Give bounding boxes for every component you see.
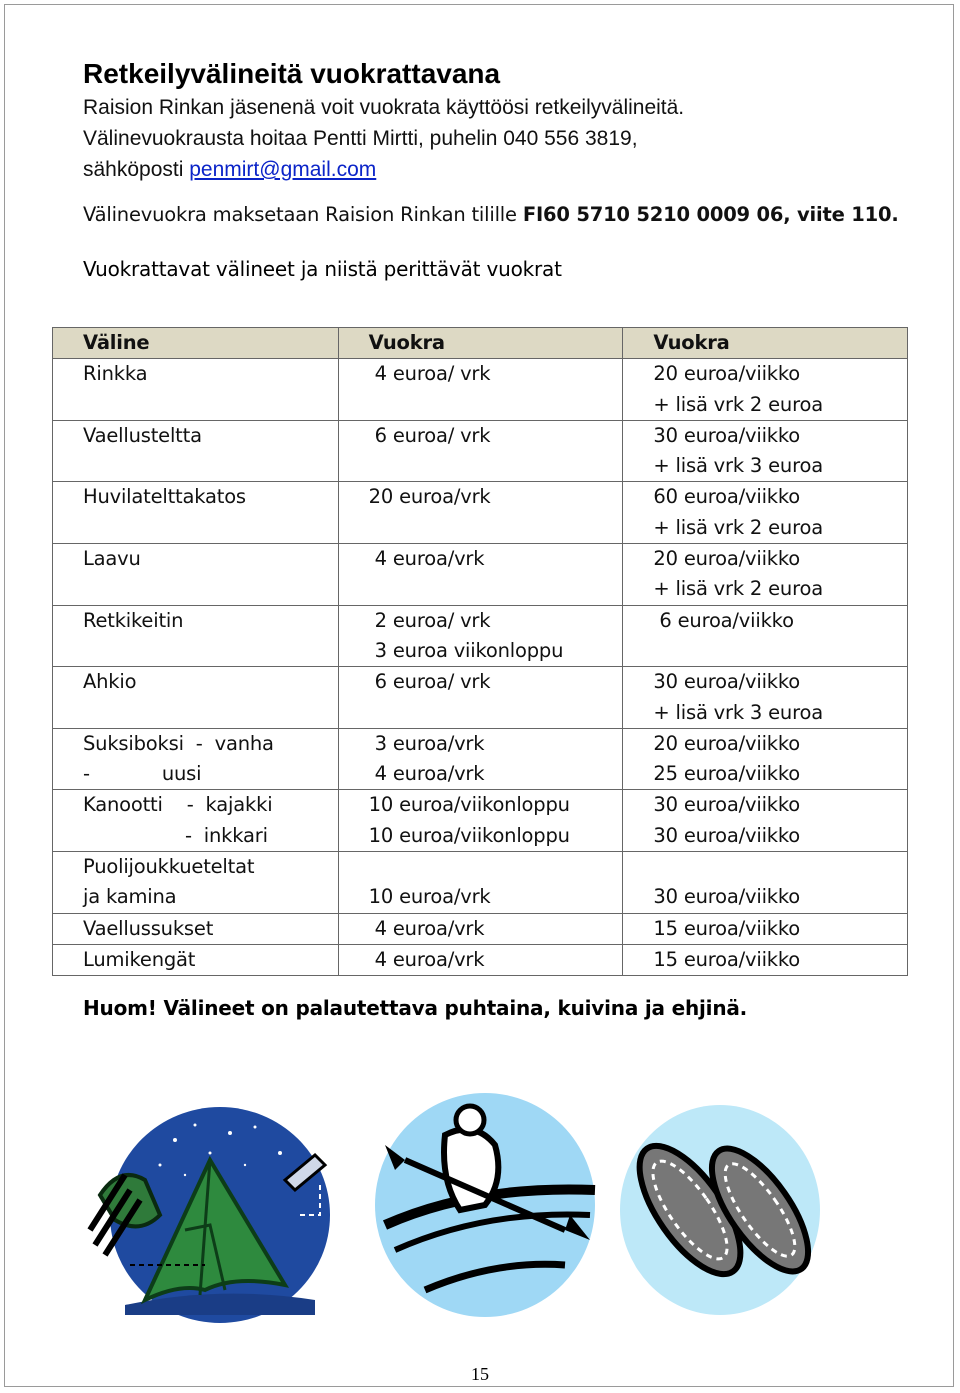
cell-line: 30 euroa/viikko: [653, 423, 801, 447]
cell-line: 2 euroa/ vrk: [374, 608, 491, 632]
cell-line: 20 euroa/vrk: [368, 485, 491, 509]
cell-rent: [338, 790, 623, 852]
cell-line: + lisä vrk 2 euroa: [653, 392, 823, 416]
return-note: Huom! Välineet on palautettava puhtaina, kuivina ja ehjinä.: [83, 996, 748, 1020]
cell-week: [623, 359, 908, 421]
cell-rent: [338, 852, 623, 914]
cell-item: [53, 913, 339, 944]
cell-line: 25 euroa/viikko: [653, 762, 801, 786]
cell-rent: [338, 728, 623, 790]
cell-line: 4 euroa/vrk: [374, 947, 485, 971]
cell-line: Kanootti - kajakki: [83, 793, 273, 817]
cell-line: Rinkka: [83, 362, 148, 386]
cell-line: 20 euroa/viikko: [653, 731, 801, 755]
cell-line: 10 euroa/vrk: [368, 885, 491, 909]
cell-line: 30 euroa/viikko: [653, 823, 801, 847]
intro-line-1: Raision Rinkan jäsenenä voit vuokrata käyttöösi retkeilyvälineitä.: [83, 96, 685, 119]
email-line: [83, 154, 913, 185]
cell-line: 6 euroa/ vrk: [374, 423, 491, 447]
table-subtitle: Vuokrattavat välineet ja niistä perittävät vuokrat: [83, 257, 562, 281]
cell-line: 6 euroa/viikko: [659, 608, 794, 632]
table-header-row: [53, 328, 908, 359]
table-row: [53, 544, 908, 606]
cell-week: [623, 852, 908, 914]
table-row: [53, 482, 908, 544]
cell-line: 3 euroa/vrk: [374, 731, 485, 755]
cell-item: [53, 359, 339, 421]
payment-line: [83, 199, 913, 230]
table-body: [53, 359, 908, 976]
cell-line: [653, 852, 907, 882]
cell-item: [53, 605, 339, 667]
cell-week: [623, 482, 908, 544]
cell-line: Retkikeitin: [83, 608, 184, 632]
cell-line: 4 euroa/ vrk: [374, 362, 491, 386]
snowshoes-clipart: [610, 1100, 840, 1320]
cell-line: 20 euroa/viikko: [653, 547, 801, 571]
cell-rent: [338, 667, 623, 729]
cell-item: [53, 852, 339, 914]
cell-item: [53, 944, 339, 975]
table-row: [53, 420, 908, 482]
cell-line: Suksiboksi - vanha: [83, 731, 274, 755]
cell-line: Vaellussukset: [83, 916, 214, 940]
table-row: [53, 359, 908, 421]
cell-rent: [338, 420, 623, 482]
cell-line: 4 euroa/vrk: [374, 916, 485, 940]
cell-line: + lisä vrk 2 euroa: [653, 515, 823, 539]
table-row: [53, 913, 908, 944]
cell-line: 30 euroa/viikko: [653, 793, 801, 817]
page-number: 15: [471, 1364, 489, 1384]
cell-week: [623, 790, 908, 852]
cell-line: 30 euroa/viikko: [653, 670, 801, 694]
email-prefix: sähköposti: [83, 158, 190, 181]
tent-clipart: [85, 1105, 335, 1325]
intro-section: [83, 56, 913, 284]
cell-week: [623, 944, 908, 975]
cell-item: [53, 482, 339, 544]
cell-line: [369, 852, 623, 882]
cell-line: 10 euroa/viikonloppu: [368, 793, 570, 817]
cell-line: - uusi: [83, 762, 202, 786]
cell-line: 15 euroa/viikko: [653, 916, 801, 940]
cell-week: [623, 667, 908, 729]
cell-week: [623, 913, 908, 944]
cell-line: Lumikengät: [83, 947, 196, 971]
kayak-clipart: [365, 1090, 605, 1320]
cell-week: [623, 728, 908, 790]
email-link[interactable]: penmirt@gmail.com: [189, 158, 377, 181]
cell-item: [53, 420, 339, 482]
cell-rent: [338, 544, 623, 606]
payment-prefix: Välinevuokra maksetaan Raision Rinkan tilille: [83, 203, 523, 226]
cell-week: [623, 544, 908, 606]
cell-line: Laavu: [83, 547, 141, 571]
cell-line: + lisä vrk 3 euroa: [653, 454, 823, 478]
table-row: [53, 852, 908, 914]
cell-line: 6 euroa/ vrk: [374, 670, 491, 694]
payment-account: FI60 5710 5210 0009 06, viite 110.: [522, 203, 899, 226]
cell-item: [53, 667, 339, 729]
table-row: [53, 667, 908, 729]
cell-line: 4 euroa/vrk: [374, 547, 485, 571]
cell-line: 60 euroa/viikko: [653, 485, 801, 509]
table-row: [53, 790, 908, 852]
cell-line: + lisä vrk 2 euroa: [653, 577, 823, 601]
cell-line: 15 euroa/viikko: [653, 947, 801, 971]
cell-week: [623, 605, 908, 667]
table-row: [53, 605, 908, 667]
cell-item: [53, 728, 339, 790]
cell-line: 10 euroa/viikonloppu: [368, 823, 570, 847]
cell-line: - inkkari: [83, 823, 268, 847]
rental-table: [52, 327, 908, 976]
cell-item: [53, 790, 339, 852]
cell-week: [623, 420, 908, 482]
cell-line: 20 euroa/viikko: [653, 362, 801, 386]
header-rent: Vuokra: [338, 328, 623, 359]
cell-rent: [338, 482, 623, 544]
cell-line: Puolijoukkueteltat: [83, 855, 255, 879]
cell-line: 4 euroa/vrk: [374, 762, 485, 786]
cell-line: Huvilatelttakatos: [83, 485, 246, 509]
cell-item: [53, 544, 339, 606]
cell-line: Vaellusteltta: [83, 423, 202, 447]
table-row: [53, 944, 908, 975]
header-week: Vuokra: [623, 328, 908, 359]
cell-rent: [338, 605, 623, 667]
page-title: Retkeilyvälineitä vuokrattavana: [83, 58, 501, 89]
cell-rent: [338, 944, 623, 975]
intro-line-2: Välinevuokrausta hoitaa Pentti Mirtti, puhelin 040 556 3819,: [83, 127, 638, 150]
cell-rent: [338, 359, 623, 421]
cell-rent: [338, 913, 623, 944]
cell-line: 30 euroa/viikko: [653, 885, 801, 909]
table-row: [53, 728, 908, 790]
cell-line: Ahkio: [83, 670, 137, 694]
cell-line: + lisä vrk 3 euroa: [653, 700, 823, 724]
cell-line: 3 euroa viikonloppu: [374, 638, 564, 662]
cell-line: ja kamina: [83, 885, 177, 909]
header-item: Väline: [53, 328, 339, 359]
